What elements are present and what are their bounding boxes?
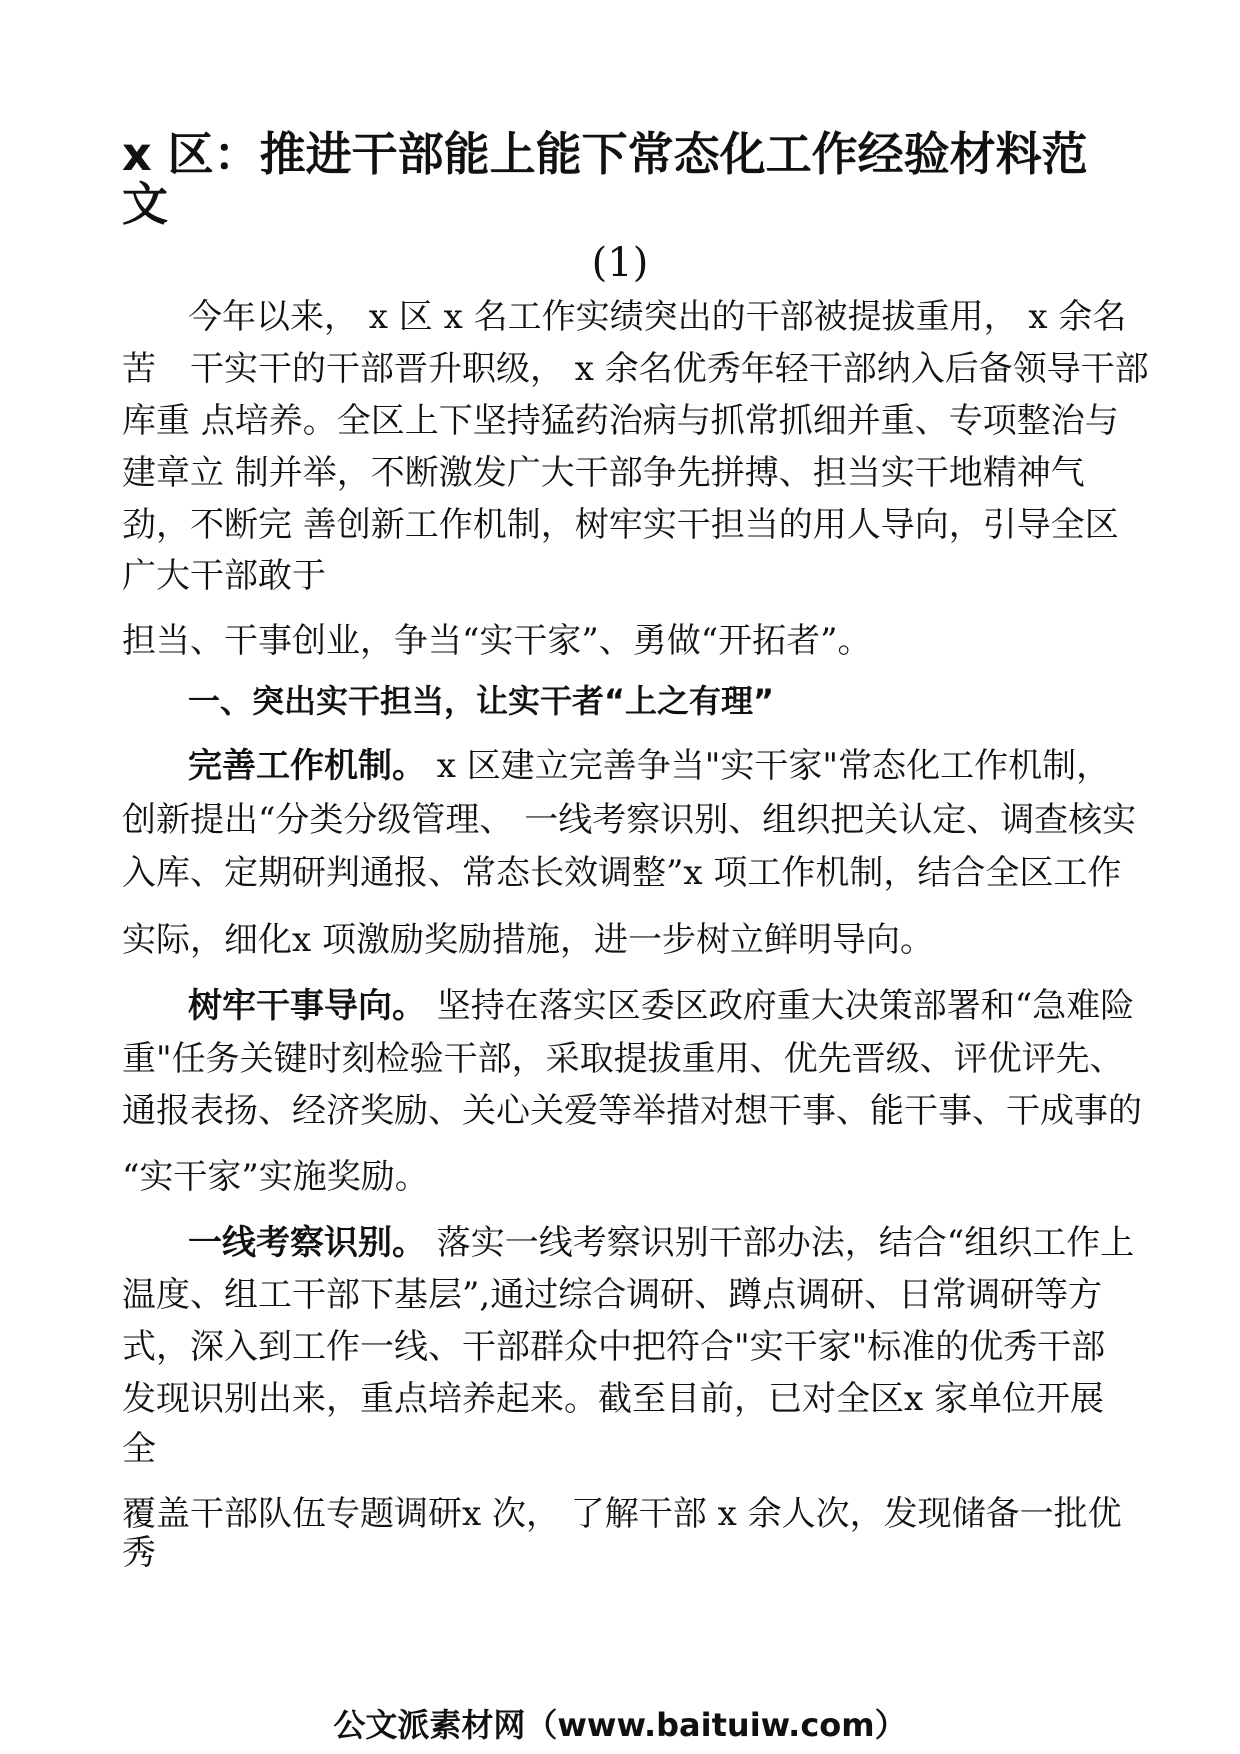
intro-line-6: 广大干部敢于 — [122, 556, 326, 596]
para-1-line-2: 创新提出“分类分级管理、 一线考察识别、组织把关认定、调查核实 — [122, 800, 1137, 840]
para-1-line-3: 入库、定期研判通报、常态长效调整”x 项工作机制，结合全区工作 — [122, 853, 1122, 893]
para-3-line-4: 发现识别出来，重点培养起来。截至目前，已对全区x 家单位开展 — [122, 1379, 1104, 1419]
para-2-line-4: “实干家”实施奖励。 — [122, 1157, 429, 1197]
intro-line-5: 劲，不断完 善创新工作机制，树牢实干担当的用人导向，引导全区 — [122, 505, 1119, 545]
para-2-bold-lead: 树牢干事导向。 — [188, 986, 426, 1026]
para-1-bold-lead: 完善工作机制。 — [188, 746, 426, 786]
intro-line-3: 库重 点培养。全区上下坚持猛药治病与抓常抓细并重、专项整治与 — [122, 401, 1119, 441]
document-title-line-2: 文 — [122, 177, 168, 231]
para-1-line-4: 实际，细化x 项激励奖励措施，进一步树立鲜明导向。 — [122, 920, 934, 960]
para-3-line-3: 式，深入到工作一线、干部群众中把符合"实干家"标准的优秀干部 — [122, 1327, 1106, 1367]
para-1-line-1 — [188, 746, 1111, 786]
document-title-line-1: x 区：推进干部能上能下常态化工作经验材料范 — [122, 127, 1088, 181]
intro-line-7: 担当、干事创业，争当“实干家”、勇做“开拓者”。 — [122, 621, 872, 661]
para-3-first-text: 落实一线考察识别干部办法，结合“组织工作上 — [426, 1223, 1135, 1263]
footer-watermark-text: 公文派素材网（www.baituiw.com） — [333, 1706, 907, 1744]
para-3-line-6: 覆盖干部队伍专题调研x 次， 了解干部 x 余人次，发现储备一批优 — [122, 1494, 1122, 1534]
para-3-line-5: 全 — [122, 1429, 156, 1469]
para-1-first-text: x 区建立完善争当"实干家"常态化工作机制， — [426, 746, 1111, 786]
para-3-line-1 — [188, 1223, 1135, 1263]
intro-line-1: 今年以来， x 区 x 名工作实绩突出的干部被提拔重用， x 余名 — [188, 297, 1127, 337]
document-title-number: (1) — [591, 240, 649, 286]
para-2-line-2: 重"任务关键时刻检验干部，采取提拔重用、优先晋级、评优评先、 — [122, 1039, 1124, 1079]
section-1-heading: 一、突出实干担当，让实干者“上之有理” — [188, 682, 775, 720]
intro-line-2: 苦 干实干的干部晋升职级， x 余名优秀年轻干部纳入后备领导干部 — [122, 349, 1149, 389]
para-3-line-2: 温度、组工干部下基层”,通过综合调研、蹲点调研、日常调研等方 — [122, 1275, 1103, 1315]
para-2-line-3: 通报表扬、经济奖励、关心关爱等举措对想干事、能干事、干成事的 — [122, 1091, 1142, 1131]
para-3-bold-lead: 一线考察识别。 — [188, 1223, 426, 1263]
intro-line-4: 建章立 制并举，不断激发广大干部争先拼搏、担当实干地精神气 — [122, 453, 1085, 493]
para-2-line-1 — [188, 986, 1135, 1026]
para-3-line-7: 秀 — [122, 1533, 156, 1573]
para-2-first-text: 坚持在落实区委区政府重大决策部署和“急难险 — [426, 986, 1135, 1026]
